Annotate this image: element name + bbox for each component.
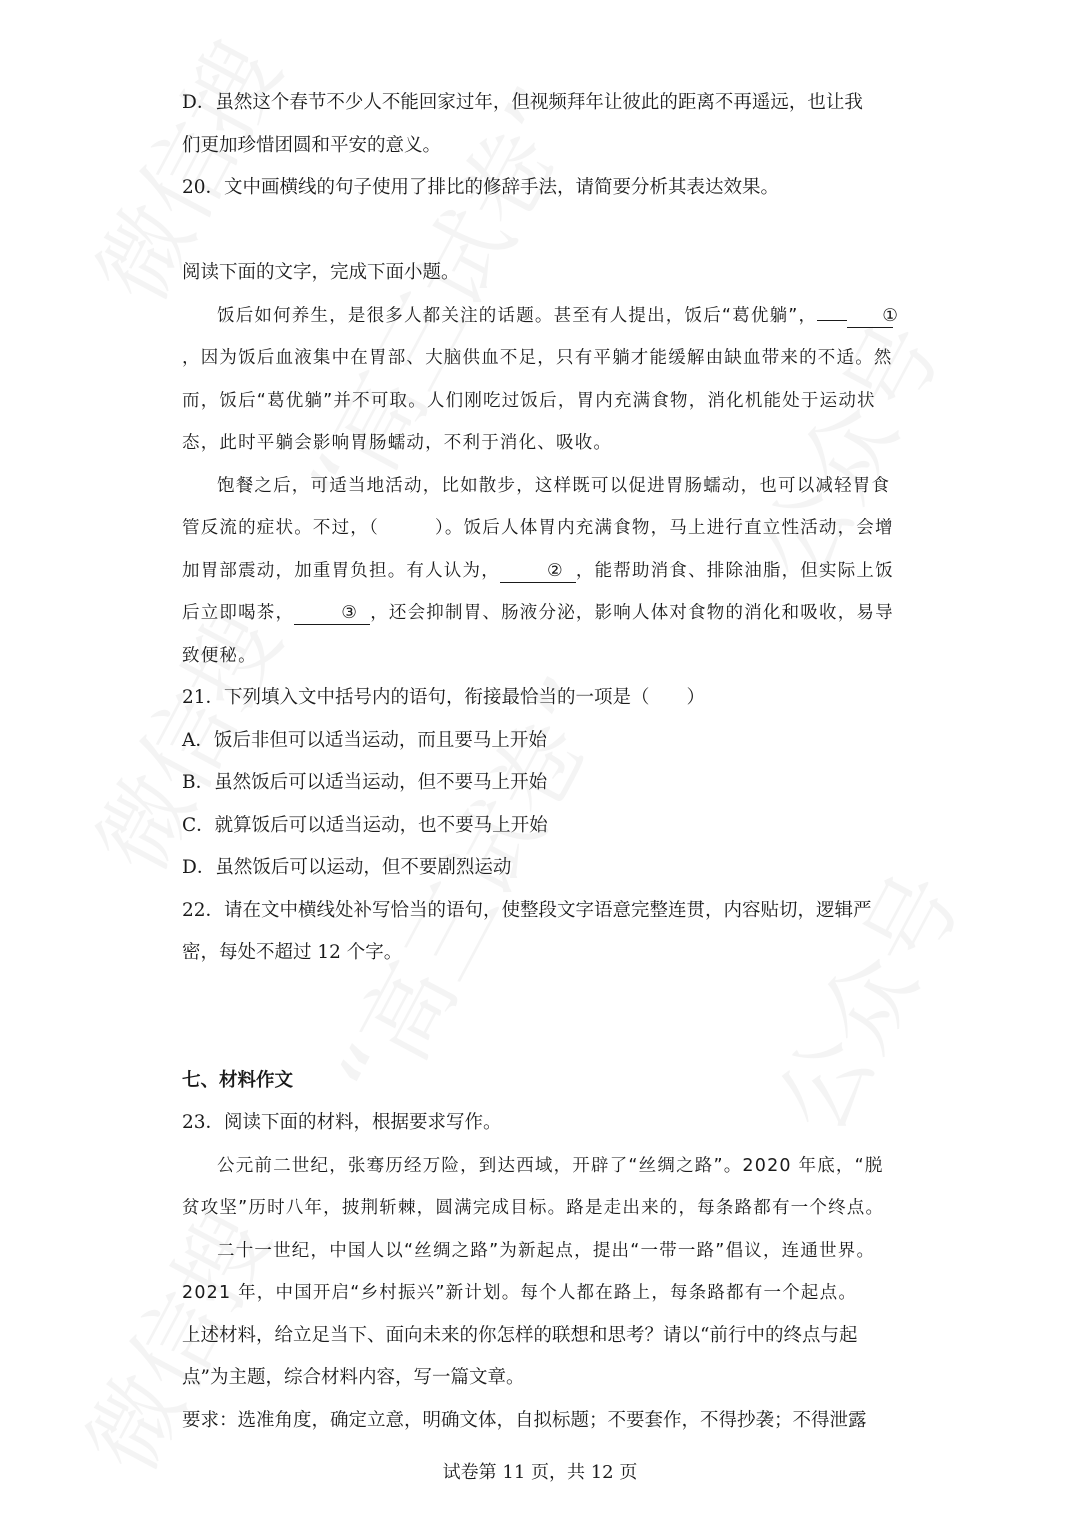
passage-text: 饱餐之后，可适当地活动，比如散步，这样既可以促进胃肠蠕动，也可以减轻胃食管反流的症状。不过，（ bbox=[182, 475, 891, 538]
question-21-option-a: A．饭后非但可以适当运动，而且要马上开始 bbox=[182, 729, 547, 751]
question-23-material-1: 公元前二世纪，张骞历经万险，到达西域，开辟了“丝绸之路”。2020 年底，“脱贫攻坚”历时八年，披荆斩棘，圆满完成目标。路是走出来的，每条路都有一个终点。 bbox=[182, 1155, 885, 1218]
page-footer: 试卷第 11 页，共 12 页 bbox=[442, 1462, 638, 1483]
question-21-option-b: B．虽然饭后可以适当运动，但不要马上开始 bbox=[182, 772, 548, 793]
q19-option-d-line1: D．虽然这个春节不少人不能回家过年，但视频拜年让彼此的距离不再遥远，也让我 bbox=[182, 92, 863, 113]
question-21-option-c: C．就算饭后可以适当运动，也不要马上开始 bbox=[182, 814, 548, 836]
passage-text: ，因为饭后血液集中在胃部、大脑供血不足，只有平躺才能缓解由缺血带来的不适。然而，饭后“葛优躺”并不可取。人们刚吃过饭后，胃内充满食物，消化机能处于运动状态，此时平躺会影响胃肠蠕动，不利于消化、吸收。 bbox=[182, 348, 893, 453]
question-20: 20．文中画横线的句子使用了排比的修辞手法，请简要分析其表达效果。 bbox=[182, 177, 780, 198]
q19-option-d-line2: 们更加珍惜团圆和平安的意义。 bbox=[182, 134, 442, 156]
passage-text: ）。饭后人体胃内充满食物，马上进行直立性活动，会增加胃部震动，加重胃负担。有人认为， bbox=[182, 518, 894, 581]
fill-blank-1-label: ① bbox=[847, 305, 893, 328]
question-22-line1: 22．请在文中横线处补写恰当的语句，使整段文字语意完整连贯，内容贴切，逻辑严 bbox=[182, 899, 872, 921]
question-23-prompt: 上述材料，给立足当下、面向未来的你怎样的联想和思考？请以“前行中的终点与起点”为主题，综合材料内容，写一篇文章。 bbox=[182, 1324, 858, 1388]
question-21-stem: 21．下列填入文中括号内的语句，衔接最恰当的一项是（ ） bbox=[182, 687, 706, 708]
section-7-title: 七、材料作文 bbox=[182, 1069, 294, 1091]
fill-blank-1 bbox=[817, 320, 847, 321]
question-21-option-d: D．虽然饭后可以运动，但不要剧烈运动 bbox=[182, 857, 512, 878]
exam-page-content bbox=[182, 82, 902, 1442]
question-22-line2: 密，每处不超过 12 个字。 bbox=[182, 942, 403, 963]
fill-blank-2: ② bbox=[500, 560, 576, 583]
passage-text: ，还会抑制胃、肠液分泌，影响人体对食物的消化和吸收，易导致便秘。 bbox=[182, 603, 894, 666]
passage-paragraph-1 bbox=[182, 295, 902, 465]
passage-text: 饭后如何养生，是很多人都关注的话题。甚至有人提出，饭后“葛优躺”， bbox=[217, 305, 818, 326]
fill-blank-3: ③ bbox=[294, 602, 370, 625]
passage-paragraph-2 bbox=[182, 465, 902, 678]
question-23-stem: 23．阅读下面的材料，根据要求写作。 bbox=[182, 1112, 502, 1133]
passage-text: ，能帮助消食、排除油脂，但实际上饭后立即喝茶， bbox=[182, 560, 894, 623]
question-23-material-2: 二十一世纪，中国人以“丝绸之路”为新起点，提出“一带一路”倡议，连通世界。2021 年，中国开启“乡村振兴”新计划。每个人都在路上，每条路都有一个起点。 bbox=[182, 1240, 876, 1303]
reading-intro: 阅读下面的文字，完成下面小题。 bbox=[182, 262, 460, 283]
question-23-requirements: 要求：选准角度，确定立意，明确文体，自拟标题；不要套作，不得抄袭；不得泄露 bbox=[182, 1409, 867, 1431]
